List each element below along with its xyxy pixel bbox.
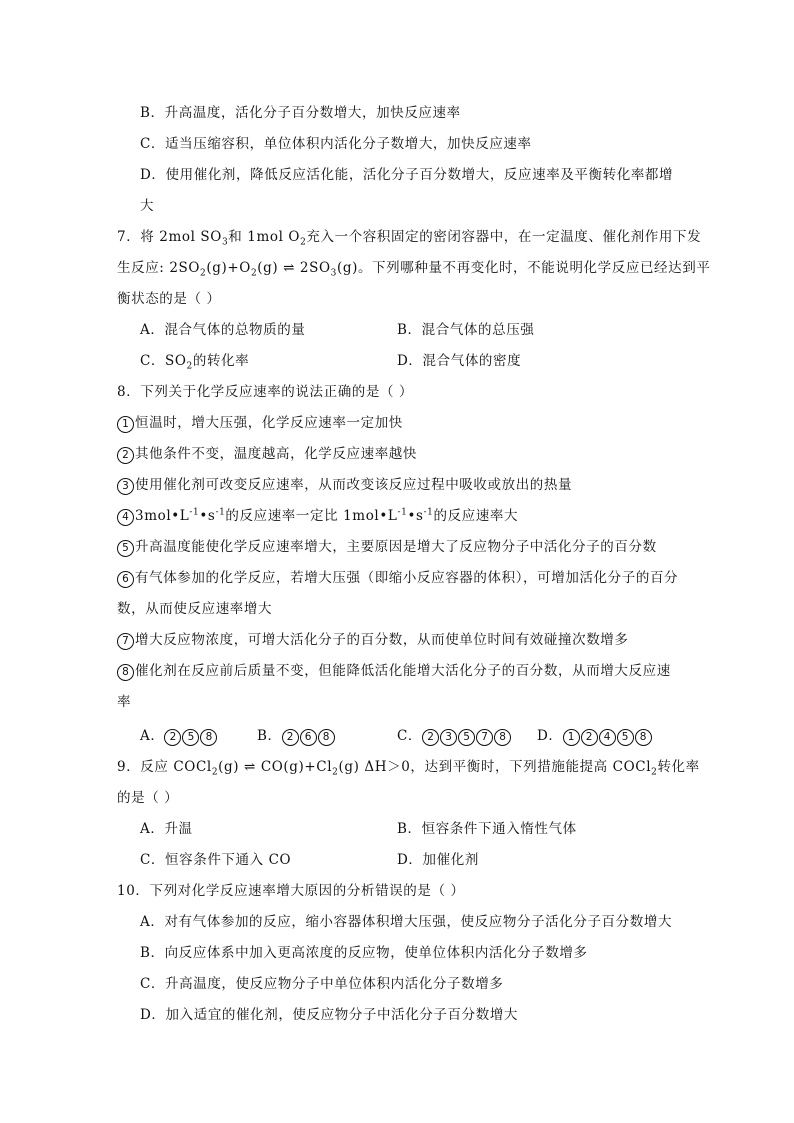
q8-statement-6-line1: 6 有气体参加的化学反应，若增大压强（即缩小反应容器的体积），可增加活化分子的百分	[117, 568, 678, 588]
circled-number: 5	[182, 729, 199, 746]
q10-option-b: B．向反应体系中加入更高浓度的反应物，使单位体积内活化分子数增多	[140, 945, 588, 961]
q7-stem-line3: 衡状态的是（ ）	[117, 291, 221, 307]
circled-number: 7	[117, 633, 134, 650]
q9-option-a: A．升温	[140, 821, 193, 837]
q9-stem-line2: 的是（ ）	[117, 790, 179, 806]
circled-number: 8	[318, 729, 335, 746]
q10-stem: 10．下列对化学反应速率增大原因的分析错误的是（ ）	[117, 883, 465, 899]
circled-number: 6	[300, 729, 317, 746]
circled-number: 8	[635, 729, 652, 746]
q10-option-a: A．对有气体参加的反应，缩小容器体积增大压强，使反应物分子活化分子百分数增大	[140, 914, 673, 930]
circled-number: 1	[563, 729, 580, 746]
q6-option-d-line1: D．使用催化剂，降低反应活化能，活化分子百分数增大，反应速率及平衡转化率都增	[140, 167, 674, 183]
circled-number: 3	[117, 478, 134, 495]
q8-option-d: D． 1 2 4 5 8	[537, 726, 653, 746]
circled-number: 1	[117, 416, 134, 433]
circled-number: 6	[117, 571, 134, 588]
q10-option-c: C．升高温度，使反应物分子中单位体积内活化分子数增多	[140, 976, 504, 992]
circled-number: 7	[476, 729, 493, 746]
q9-option-b: B．恒容条件下通入惰性气体	[397, 821, 577, 837]
q8-option-a: A． 2 5 8	[140, 726, 218, 746]
q8-option-c: C． 2 3 5 7 8	[397, 726, 512, 746]
q8-statement-8-line2: 率	[117, 694, 132, 710]
circled-number: 5	[458, 729, 475, 746]
circled-number: 4	[599, 729, 616, 746]
q8-statement-5: 5 升高温度能使化学反应速率增大，主要原因是增大了反应物分子中活化分子的百分数	[117, 537, 657, 557]
q8-stem: 8．下列关于化学反应速率的说法正确的是（ ）	[117, 384, 414, 400]
q6-option-d-line2: 大	[140, 198, 155, 214]
q7-option-a: A．混合气体的总物质的量	[140, 322, 306, 338]
circled-number: 5	[617, 729, 634, 746]
q6-option-b: B．升高温度，活化分子百分数增大，加快反应速率	[140, 105, 461, 121]
q7-stem-line1: 7．将 2mol $SO_3$和 1mol $O_2$充入一个容积固定的密闭容器中，在一定温度、催化剂作用下发	[117, 229, 702, 248]
circled-number: 5	[117, 540, 134, 557]
q6-option-c: C．适当压缩容积，单位体积内活化分子数增大，加快反应速率	[140, 136, 532, 152]
q9-option-c: C．恒容条件下通入 CO	[140, 852, 292, 868]
q7-option-d: D．混合气体的密度	[397, 353, 522, 369]
q8-statement-8-line1: 8 催化剂在反应前后质量不变，但能降低活化能增大活化分子的百分数，从而增大反应速	[117, 661, 671, 681]
q8-statement-6-line2: 数，从而使反应速率增大	[117, 601, 273, 617]
circled-number: 8	[494, 729, 511, 746]
circled-number: 2	[422, 729, 439, 746]
q8-statement-1: 1 恒温时，增大压强，化学反应速率一定加快	[117, 413, 403, 433]
q10-option-d: D．加入适宜的催化剂，使反应物分子中活化分子百分数增大	[140, 1007, 519, 1023]
q8-statement-3: 3 使用催化剂可改变反应速率，从而改变该反应过程中吸收或放出的热量	[117, 475, 572, 495]
circled-number: 8	[200, 729, 217, 746]
circled-number: 8	[117, 664, 134, 681]
q9-option-d: D．加催化剂	[397, 852, 479, 868]
q7-option-b: B．混合气体的总压强	[397, 322, 535, 338]
q8-option-b: B． 2 6 8	[257, 726, 336, 746]
circled-number: 2	[117, 447, 134, 464]
q9-stem-line1: 9．反应 COCl$_2$(g) ⇌ $CO(g)+Cl_2(g)$ ΔH＞0，达到平衡时，下列措施能提高 COCl$_2$转化率	[117, 759, 700, 778]
q7-stem-line2: 生反应: $2SO_2(g)+O_2(g)$ ⇌ $2SO_3(g)$。下列哪种量不再变化时，不能说明化学反应已经达到平	[117, 260, 711, 279]
circled-number: 2	[164, 729, 181, 746]
circled-number: 2	[581, 729, 598, 746]
q7-option-c: C．$SO_2$的转化率	[140, 353, 250, 372]
circled-number: 3	[440, 729, 457, 746]
circled-number: 2	[282, 729, 299, 746]
q8-statement-7: 7 增大反应物浓度，可增大活化分子的百分数，从而使单位时间有效碰撞次数增多	[117, 630, 629, 650]
circled-number: 4	[117, 509, 134, 526]
q8-statement-2: 2 其他条件不变，温度越高，化学反应速率越快	[117, 444, 417, 464]
q8-statement-4: 4 $3mol•L^{-1}•s^{-1}$的反应速率一定比 $1mol•L^{-1}•s^{-1}$的反应速率大	[117, 506, 518, 526]
